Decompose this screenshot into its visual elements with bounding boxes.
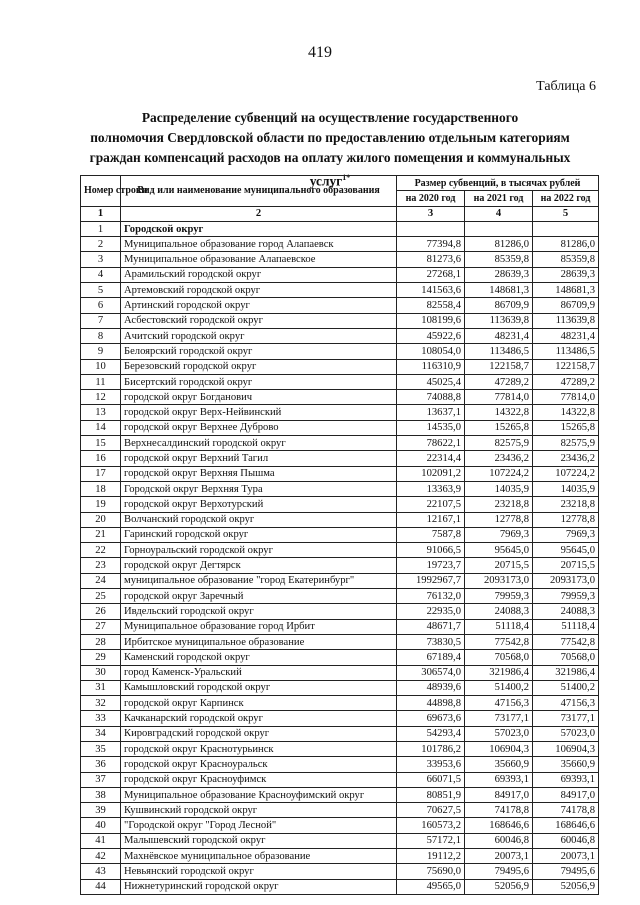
amount-2020: 19723,7	[397, 558, 465, 573]
table-row	[81, 818, 599, 833]
amount-2020: 13637,1	[397, 405, 465, 420]
table-row	[81, 420, 599, 435]
amount-2020: 22107,5	[397, 497, 465, 512]
amount-2021: 82575,9	[465, 436, 533, 451]
municipality-name: Муниципальное образование город Ирбит	[121, 619, 397, 634]
column-index: 5	[533, 206, 599, 221]
row-number: 31	[81, 680, 121, 695]
table-row	[81, 313, 599, 328]
row-number: 25	[81, 589, 121, 604]
row-number: 19	[81, 497, 121, 512]
municipality-name: муниципальное образование "город Екатеринбург"	[121, 573, 397, 588]
amount-2021: 79495,6	[465, 864, 533, 879]
row-number: 12	[81, 390, 121, 405]
amount-2021: 35660,9	[465, 757, 533, 772]
amount-2020: 82558,4	[397, 298, 465, 313]
table-row	[81, 741, 599, 756]
amount-2020: 141563,6	[397, 283, 465, 298]
amount-2021: 12778,8	[465, 512, 533, 527]
amount-2022: 15265,8	[533, 420, 599, 435]
amount-2021: 52056,9	[465, 879, 533, 894]
table-row	[81, 711, 599, 726]
municipality-name: городской округ Заречный	[121, 589, 397, 604]
amount-2021: 84917,0	[465, 787, 533, 802]
municipality-name: Волчанский городской округ	[121, 512, 397, 527]
table-row	[81, 237, 599, 252]
amount-2020: 14535,0	[397, 420, 465, 435]
amount-2022: 79495,6	[533, 864, 599, 879]
table-row	[81, 787, 599, 802]
row-number: 17	[81, 466, 121, 481]
amount-2021: 73177,1	[465, 711, 533, 726]
row-number: 16	[81, 451, 121, 466]
amount-2020: 1992967,7	[397, 573, 465, 588]
row-number: 30	[81, 665, 121, 680]
row-number: 2	[81, 237, 121, 252]
amount-2022: 51400,2	[533, 680, 599, 695]
title-line-text: граждан компенсаций расходов на оплату жилого помещения и коммунальных услуг	[89, 150, 571, 189]
column-index: 2	[121, 206, 397, 221]
amount-2020: 78622,1	[397, 436, 465, 451]
municipality-name: "Городской округ "Город Лесной"	[121, 818, 397, 833]
amount-2020: 27268,1	[397, 267, 465, 282]
row-number: 11	[81, 374, 121, 389]
page-number: 419	[308, 44, 332, 61]
title-line: Распределение субвенций на осуществление государственного	[141, 110, 519, 125]
amount-2020: 48939,6	[397, 680, 465, 695]
amount-2020: 108054,0	[397, 344, 465, 359]
table-row	[81, 390, 599, 405]
header-year-2021: на 2021 год	[465, 191, 533, 206]
row-number: 14	[81, 420, 121, 435]
table-row	[81, 833, 599, 848]
amount-2022: 73177,1	[533, 711, 599, 726]
municipality-name: городской округ Богданович	[121, 390, 397, 405]
row-number: 38	[81, 787, 121, 802]
amount-2020: 74088,8	[397, 390, 465, 405]
municipality-name: городской округ Краснотурьинск	[121, 741, 397, 756]
row-number: 4	[81, 267, 121, 282]
column-index: 3	[397, 206, 465, 221]
row-number: 41	[81, 833, 121, 848]
table-row	[81, 512, 599, 527]
municipality-name: Ачитский городской округ	[121, 328, 397, 343]
amount-2021: 77814,0	[465, 390, 533, 405]
amount-2022: 14035,9	[533, 481, 599, 496]
table-row	[81, 283, 599, 298]
amount-2020: 22935,0	[397, 604, 465, 619]
amount-2020: 77394,8	[397, 237, 465, 252]
table-row	[81, 481, 599, 496]
row-number: 1	[81, 221, 121, 236]
municipality-name: Невьянский городской округ	[121, 864, 397, 879]
row-number: 39	[81, 803, 121, 818]
amount-2020: 33953,6	[397, 757, 465, 772]
subvention-table	[80, 175, 599, 895]
table-row	[81, 757, 599, 772]
amount-2020: 7587,8	[397, 527, 465, 542]
amount-2022: 70568,0	[533, 650, 599, 665]
amount-2021: 28639,3	[465, 267, 533, 282]
amount-2021: 122158,7	[465, 359, 533, 374]
amount-2021: 51400,2	[465, 680, 533, 695]
amount-2021: 14322,8	[465, 405, 533, 420]
amount-2021: 14035,9	[465, 481, 533, 496]
amount-2020: 54293,4	[397, 726, 465, 741]
column-index: 4	[465, 206, 533, 221]
row-number: 34	[81, 726, 121, 741]
amount-2022: 69393,1	[533, 772, 599, 787]
amount-2020: 66071,5	[397, 772, 465, 787]
amount-2022: 57023,0	[533, 726, 599, 741]
amount-2021: 51118,4	[465, 619, 533, 634]
municipality-name: Кировградский городской округ	[121, 726, 397, 741]
municipality-name: городской округ Верхний Тагил	[121, 451, 397, 466]
row-number: 23	[81, 558, 121, 573]
amount-2020: 160573,2	[397, 818, 465, 833]
table-row	[81, 634, 599, 649]
municipality-name: Асбестовский городской округ	[121, 313, 397, 328]
row-number: 21	[81, 527, 121, 542]
amount-2021: 77542,8	[465, 634, 533, 649]
amount-2022: 122158,7	[533, 359, 599, 374]
amount-2022: 77814,0	[533, 390, 599, 405]
amount-2021: 57023,0	[465, 726, 533, 741]
municipality-name: Горноуральский городской округ	[121, 543, 397, 558]
amount-2021: 321986,4	[465, 665, 533, 680]
column-index: 1	[81, 206, 121, 221]
table-row	[81, 665, 599, 680]
amount-2022: 35660,9	[533, 757, 599, 772]
amount-2021: 20715,5	[465, 558, 533, 573]
amount-2022: 107224,2	[533, 466, 599, 481]
group-row	[81, 221, 599, 236]
amount-2022: 82575,9	[533, 436, 599, 451]
amount-2022: 95645,0	[533, 543, 599, 558]
municipality-name: Кушвинский городской округ	[121, 803, 397, 818]
row-number: 29	[81, 650, 121, 665]
table-row	[81, 803, 599, 818]
municipality-name: городской округ Карпинск	[121, 696, 397, 711]
amount-2020: 116310,9	[397, 359, 465, 374]
municipality-name: Бисертский городской округ	[121, 374, 397, 389]
table-row	[81, 405, 599, 420]
amount-2021: 47156,3	[465, 696, 533, 711]
row-number: 42	[81, 849, 121, 864]
municipality-name: Белоярский городской округ	[121, 344, 397, 359]
amount-2022: 84917,0	[533, 787, 599, 802]
row-number: 28	[81, 634, 121, 649]
municipality-name: городской округ Красноуфимск	[121, 772, 397, 787]
amount-2022: 47156,3	[533, 696, 599, 711]
municipality-name: город Каменск-Уральский	[121, 665, 397, 680]
amount-2022: 20073,1	[533, 849, 599, 864]
row-number: 43	[81, 864, 121, 879]
municipality-name: городской округ Дегтярск	[121, 558, 397, 573]
municipality-name: Махнёвское муниципальное образование	[121, 849, 397, 864]
amount-2022: 23436,2	[533, 451, 599, 466]
municipality-name: городской округ Верхнее Дуброво	[121, 420, 397, 435]
municipality-name: Артинский городской округ	[121, 298, 397, 313]
amount-2020: 76132,0	[397, 589, 465, 604]
amount-2021: 24088,3	[465, 604, 533, 619]
table-row	[81, 864, 599, 879]
title-footnote: 1*	[342, 173, 351, 182]
amount-2021: 47289,2	[465, 374, 533, 389]
amount-2021: 106904,3	[465, 741, 533, 756]
amount-2021: 86709,9	[465, 298, 533, 313]
amount-2020: 91066,5	[397, 543, 465, 558]
row-number: 18	[81, 481, 121, 496]
header-row-number: Номер строки	[81, 176, 121, 207]
amount-2021: 79959,3	[465, 589, 533, 604]
amount-2021: 70568,0	[465, 650, 533, 665]
header-year-2020: на 2020 год	[397, 191, 465, 206]
municipality-name: Верхнесалдинский городской округ	[121, 436, 397, 451]
table-row	[81, 252, 599, 267]
municipality-name: Гаринский городской округ	[121, 527, 397, 542]
amount-2020: 102091,2	[397, 466, 465, 481]
amount-2020: 45025,4	[397, 374, 465, 389]
row-number: 33	[81, 711, 121, 726]
amount-2020: 69673,6	[397, 711, 465, 726]
amount-2021: 107224,2	[465, 466, 533, 481]
amount-2020: 22314,4	[397, 451, 465, 466]
amount-2020: 49565,0	[397, 879, 465, 894]
row-number: 10	[81, 359, 121, 374]
amount-2020: 45922,6	[397, 328, 465, 343]
municipality-name: Нижнетуринский городской округ	[121, 879, 397, 894]
amount-2022: 113639,8	[533, 313, 599, 328]
row-number: 8	[81, 328, 121, 343]
amount-2022: 77542,8	[533, 634, 599, 649]
amount-2022: 48231,4	[533, 328, 599, 343]
table-row	[81, 589, 599, 604]
table-row	[81, 680, 599, 695]
amount-2021: 168646,6	[465, 818, 533, 833]
header-name: Вид или наименование муниципального образования	[121, 176, 397, 207]
municipality-name: Березовский городской округ	[121, 359, 397, 374]
empty-cell	[533, 221, 599, 236]
amount-2022: 321986,4	[533, 665, 599, 680]
amount-2021: 113639,8	[465, 313, 533, 328]
amount-2021: 95645,0	[465, 543, 533, 558]
table-row	[81, 558, 599, 573]
table-row	[81, 543, 599, 558]
amount-2022: 12778,8	[533, 512, 599, 527]
row-number: 27	[81, 619, 121, 634]
row-number: 40	[81, 818, 121, 833]
amount-2021: 74178,8	[465, 803, 533, 818]
amount-2020: 12167,1	[397, 512, 465, 527]
amount-2021: 23436,2	[465, 451, 533, 466]
row-number: 22	[81, 543, 121, 558]
municipality-name: городской округ Верхотурский	[121, 497, 397, 512]
municipality-name: Каменский городской округ	[121, 650, 397, 665]
amount-2020: 108199,6	[397, 313, 465, 328]
row-number: 9	[81, 344, 121, 359]
amount-2022: 74178,8	[533, 803, 599, 818]
column-index-row	[81, 206, 599, 221]
amount-2021: 113486,5	[465, 344, 533, 359]
amount-2020: 13363,9	[397, 481, 465, 496]
amount-2022: 113486,5	[533, 344, 599, 359]
empty-cell	[465, 221, 533, 236]
table-row	[81, 374, 599, 389]
amount-2021: 60046,8	[465, 833, 533, 848]
table-label: Таблица 6	[536, 79, 596, 94]
amount-2022: 24088,3	[533, 604, 599, 619]
amount-2022: 51118,4	[533, 619, 599, 634]
amount-2022: 85359,8	[533, 252, 599, 267]
table-row	[81, 497, 599, 512]
table-row	[81, 879, 599, 894]
municipality-name: Муниципальное образование город Алапаевск	[121, 237, 397, 252]
amount-2020: 306574,0	[397, 665, 465, 680]
amount-2021: 7969,3	[465, 527, 533, 542]
amount-2020: 75690,0	[397, 864, 465, 879]
amount-2022: 20715,5	[533, 558, 599, 573]
header-year-2022: на 2022 год	[533, 191, 599, 206]
amount-2021: 148681,3	[465, 283, 533, 298]
empty-cell	[397, 221, 465, 236]
amount-2020: 81273,6	[397, 252, 465, 267]
municipality-name: Артемовский городской округ	[121, 283, 397, 298]
row-number: 7	[81, 313, 121, 328]
row-number: 35	[81, 741, 121, 756]
row-number: 6	[81, 298, 121, 313]
amount-2021: 20073,1	[465, 849, 533, 864]
municipality-name: Ирбитское муниципальное образование	[121, 634, 397, 649]
table-row	[81, 527, 599, 542]
amount-2022: 79959,3	[533, 589, 599, 604]
municipality-name: Ивдельский городской округ	[121, 604, 397, 619]
amount-2022: 52056,9	[533, 879, 599, 894]
municipality-name: Арамильский городской округ	[121, 267, 397, 282]
table-row	[81, 573, 599, 588]
amount-2022: 168646,6	[533, 818, 599, 833]
group-name: Городской округ	[121, 221, 397, 236]
table-row	[81, 650, 599, 665]
table-row	[81, 328, 599, 343]
amount-2020: 57172,1	[397, 833, 465, 848]
amount-2020: 80851,9	[397, 787, 465, 802]
municipality-name: городской округ Верх-Нейвинский	[121, 405, 397, 420]
amount-2020: 73830,5	[397, 634, 465, 649]
amount-2021: 48231,4	[465, 328, 533, 343]
row-number: 5	[81, 283, 121, 298]
amount-2022: 28639,3	[533, 267, 599, 282]
municipality-name: Муниципальное образование Красноуфимский округ	[121, 787, 397, 802]
amount-2022: 148681,3	[533, 283, 599, 298]
municipality-name: городской округ Верхняя Пышма	[121, 466, 397, 481]
row-number: 32	[81, 696, 121, 711]
municipality-name: Качканарский городской округ	[121, 711, 397, 726]
municipality-name: Городской округ Верхняя Тура	[121, 481, 397, 496]
amount-2022: 2093173,0	[533, 573, 599, 588]
table-row	[81, 436, 599, 451]
row-number: 26	[81, 604, 121, 619]
amount-2022: 86709,9	[533, 298, 599, 313]
header-row	[81, 176, 599, 191]
table-row	[81, 696, 599, 711]
table-row	[81, 298, 599, 313]
amount-2022: 7969,3	[533, 527, 599, 542]
amount-2022: 47289,2	[533, 374, 599, 389]
amount-2020: 48671,7	[397, 619, 465, 634]
municipality-name: Муниципальное образование Алапаевское	[121, 252, 397, 267]
table-row	[81, 359, 599, 374]
header-amount: Размер субвенций, в тысячах рублей	[397, 176, 599, 191]
municipality-name: Камышловский городской округ	[121, 680, 397, 695]
table-row	[81, 451, 599, 466]
amount-2022: 14322,8	[533, 405, 599, 420]
amount-2020: 44898,8	[397, 696, 465, 711]
amount-2021: 23218,8	[465, 497, 533, 512]
amount-2022: 23218,8	[533, 497, 599, 512]
amount-2021: 85359,8	[465, 252, 533, 267]
row-number: 15	[81, 436, 121, 451]
table-row	[81, 772, 599, 787]
amount-2021: 2093173,0	[465, 573, 533, 588]
amount-2021: 81286,0	[465, 237, 533, 252]
amount-2021: 15265,8	[465, 420, 533, 435]
row-number: 37	[81, 772, 121, 787]
amount-2020: 67189,4	[397, 650, 465, 665]
municipality-name: городской округ Красноуральск	[121, 757, 397, 772]
title-line: полномочия Свердловской области по предоставлению отдельным категориям	[90, 130, 570, 145]
amount-2020: 70627,5	[397, 803, 465, 818]
amount-2020: 101786,2	[397, 741, 465, 756]
table-row	[81, 726, 599, 741]
table-row	[81, 267, 599, 282]
row-number: 3	[81, 252, 121, 267]
municipality-name: Малышевский городской округ	[121, 833, 397, 848]
amount-2022: 60046,8	[533, 833, 599, 848]
row-number: 44	[81, 879, 121, 894]
table-row	[81, 619, 599, 634]
amount-2022: 81286,0	[533, 237, 599, 252]
table-row	[81, 466, 599, 481]
amount-2021: 69393,1	[465, 772, 533, 787]
table-row	[81, 344, 599, 359]
table-row	[81, 604, 599, 619]
row-number: 36	[81, 757, 121, 772]
row-number: 20	[81, 512, 121, 527]
row-number: 24	[81, 573, 121, 588]
amount-2020: 19112,2	[397, 849, 465, 864]
row-number: 13	[81, 405, 121, 420]
table-row	[81, 849, 599, 864]
amount-2022: 106904,3	[533, 741, 599, 756]
